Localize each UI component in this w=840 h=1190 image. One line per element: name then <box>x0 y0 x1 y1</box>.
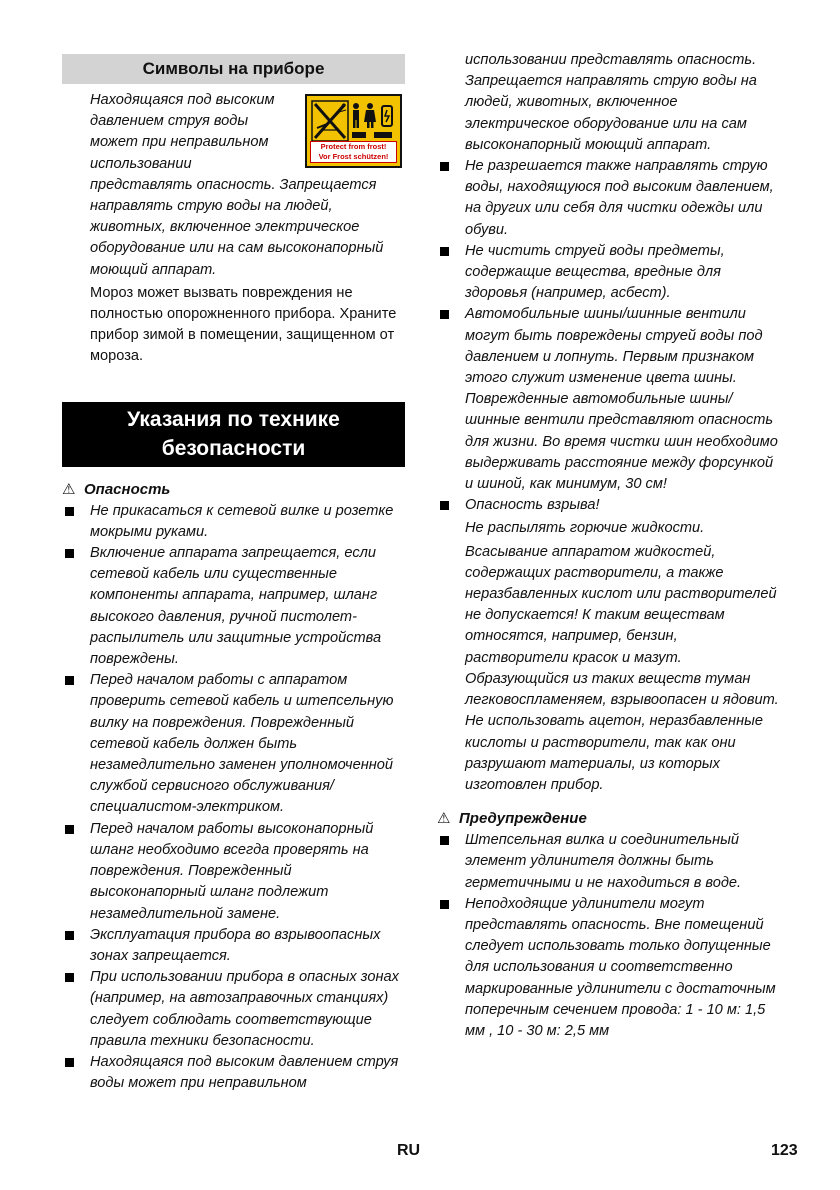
symbols-heading: Символы на приборе <box>62 54 405 84</box>
list-item: Не чистить струей воды предметы, содержащие вещества, вредные для здоровья (например, асбест). <box>437 241 780 305</box>
footer-language: RU <box>397 1142 421 1159</box>
symbols-text-3: Мороз может вызвать повреждения не полностью опорожненного прибора. Храните прибор зимой в помещении, защищенном от мороза. <box>90 284 397 365</box>
list-item <box>437 495 780 796</box>
explosion-text-2: Всасывание аппаратом жидкостей, содержащих растворители, а также неразбавленных кислот или растворителей не допускается! К таким веществам относятся, например, бензин, растворители красок и мазут. Образующийся из таких веществ туман легковоспламеняем, взрывоопасен и ядовит. Не использовать ацетон, неразбавленные кислоты и растворители, так как они разрушают материалы, из которых изготовлен прибор. <box>465 543 779 793</box>
right-column <box>437 50 780 1042</box>
safety-heading: Указания по технике безопасности <box>62 402 405 467</box>
danger-heading: ⚠ Опасность <box>62 479 405 501</box>
warning-list <box>437 830 780 1042</box>
danger-list-continued <box>437 156 780 796</box>
symbols-section <box>62 90 405 368</box>
list-item-continuation: использовании представлять опасность. Запрещается направлять струю воды на людей, животных, включенное электрическое оборудование или на сам высоконапорный моющий аппарат. <box>465 52 757 153</box>
list-item: Автомобильные шины/шинные вентили могут быть повреждены струей воды под давлением и лопнуть. Первым признаком этого служит изменение цвета шины. Поврежденные автомобильные шины/шинные вентили представляют опасность для жизни. Во время чистки шин необходимо выдерживать расстояние между форсункой и шиной, как минимум, 30 см! <box>437 304 780 495</box>
warning-triangle-icon: ⚠ <box>62 480 76 498</box>
no-spray-icon <box>311 100 349 142</box>
explosion-title: Опасность взрыва! <box>465 497 600 514</box>
left-column <box>62 54 405 1094</box>
list-item: Эксплуатация прибора во взрывоопасных зонах запрещается. <box>62 925 405 967</box>
list-item: Неподходящие удлинители могут представлять опасность. Вне помещений следует использовать только допущенные для использования и соответственно маркированные удлинители с достаточным поперечным сечением провода: 1 - 10 м: 1,5 мм , 10 - 30 м: 2,5 мм <box>437 894 780 1042</box>
device-symbol-image <box>305 94 402 168</box>
danger-list <box>62 501 405 1095</box>
list-item: При использовании прибора в опасных зонах (например, на автозаправочных станциях) следует соблюдать соответствующие правила техники безопасности. <box>62 967 405 1052</box>
warning-triangle-icon: ⚠ <box>437 810 451 828</box>
explosion-text-1: Не распылять горючие жидкости. <box>465 520 705 537</box>
frost-warning-label: Protect from frost! Vor Frost schützen! <box>310 141 397 163</box>
list-item: Не прикасаться к сетевой вилке и розетке мокрыми руками. <box>62 501 405 543</box>
page-number: 123 <box>771 1142 798 1159</box>
symbols-text-1: Находящаяся под высоким давлением струя воды может при неправильном использовании <box>90 92 275 172</box>
list-item: Включение аппарата запрещается, если сетевой кабель или существенные компоненты аппарата, например, шланг высокого давления, ручной пистолет-распылитель или защитные устройства повреждены. <box>62 543 405 670</box>
list-item: Перед началом работы с аппаратом проверить сетевой кабель и штепсельную вилку на повреждения. Поврежденный сетевой кабель должен быть незамедлительно заменен уполномоченной службой сервисного обслуживания/специалистом-электриком. <box>62 670 405 818</box>
list-item: Штепсельная вилка и соединительный элемент удлинителя должны быть герметичными и не находиться в воде. <box>437 830 780 894</box>
list-item: Не разрешается также направлять струю воды, находящуюся под высоким давлением, на других или себя для чистки одежды или обуви. <box>437 156 780 241</box>
warning-heading: ⚠ Предупреждение <box>437 808 780 830</box>
list-item: Находящаяся под высоким давлением струя воды может при неправильном <box>62 1052 405 1094</box>
people-animals-icon <box>348 100 396 142</box>
symbols-text-2: представлять опасность. Запрещается направлять струю воды на людей, животных, включенное электрическое оборудование или на сам высоконапорный моющий аппарат. <box>90 176 384 278</box>
list-item: Перед началом работы высоконапорный шланг необходимо всегда проверять на повреждения. Поврежденный высоконапорный шланг подлежит незамедлительной замене. <box>62 819 405 925</box>
